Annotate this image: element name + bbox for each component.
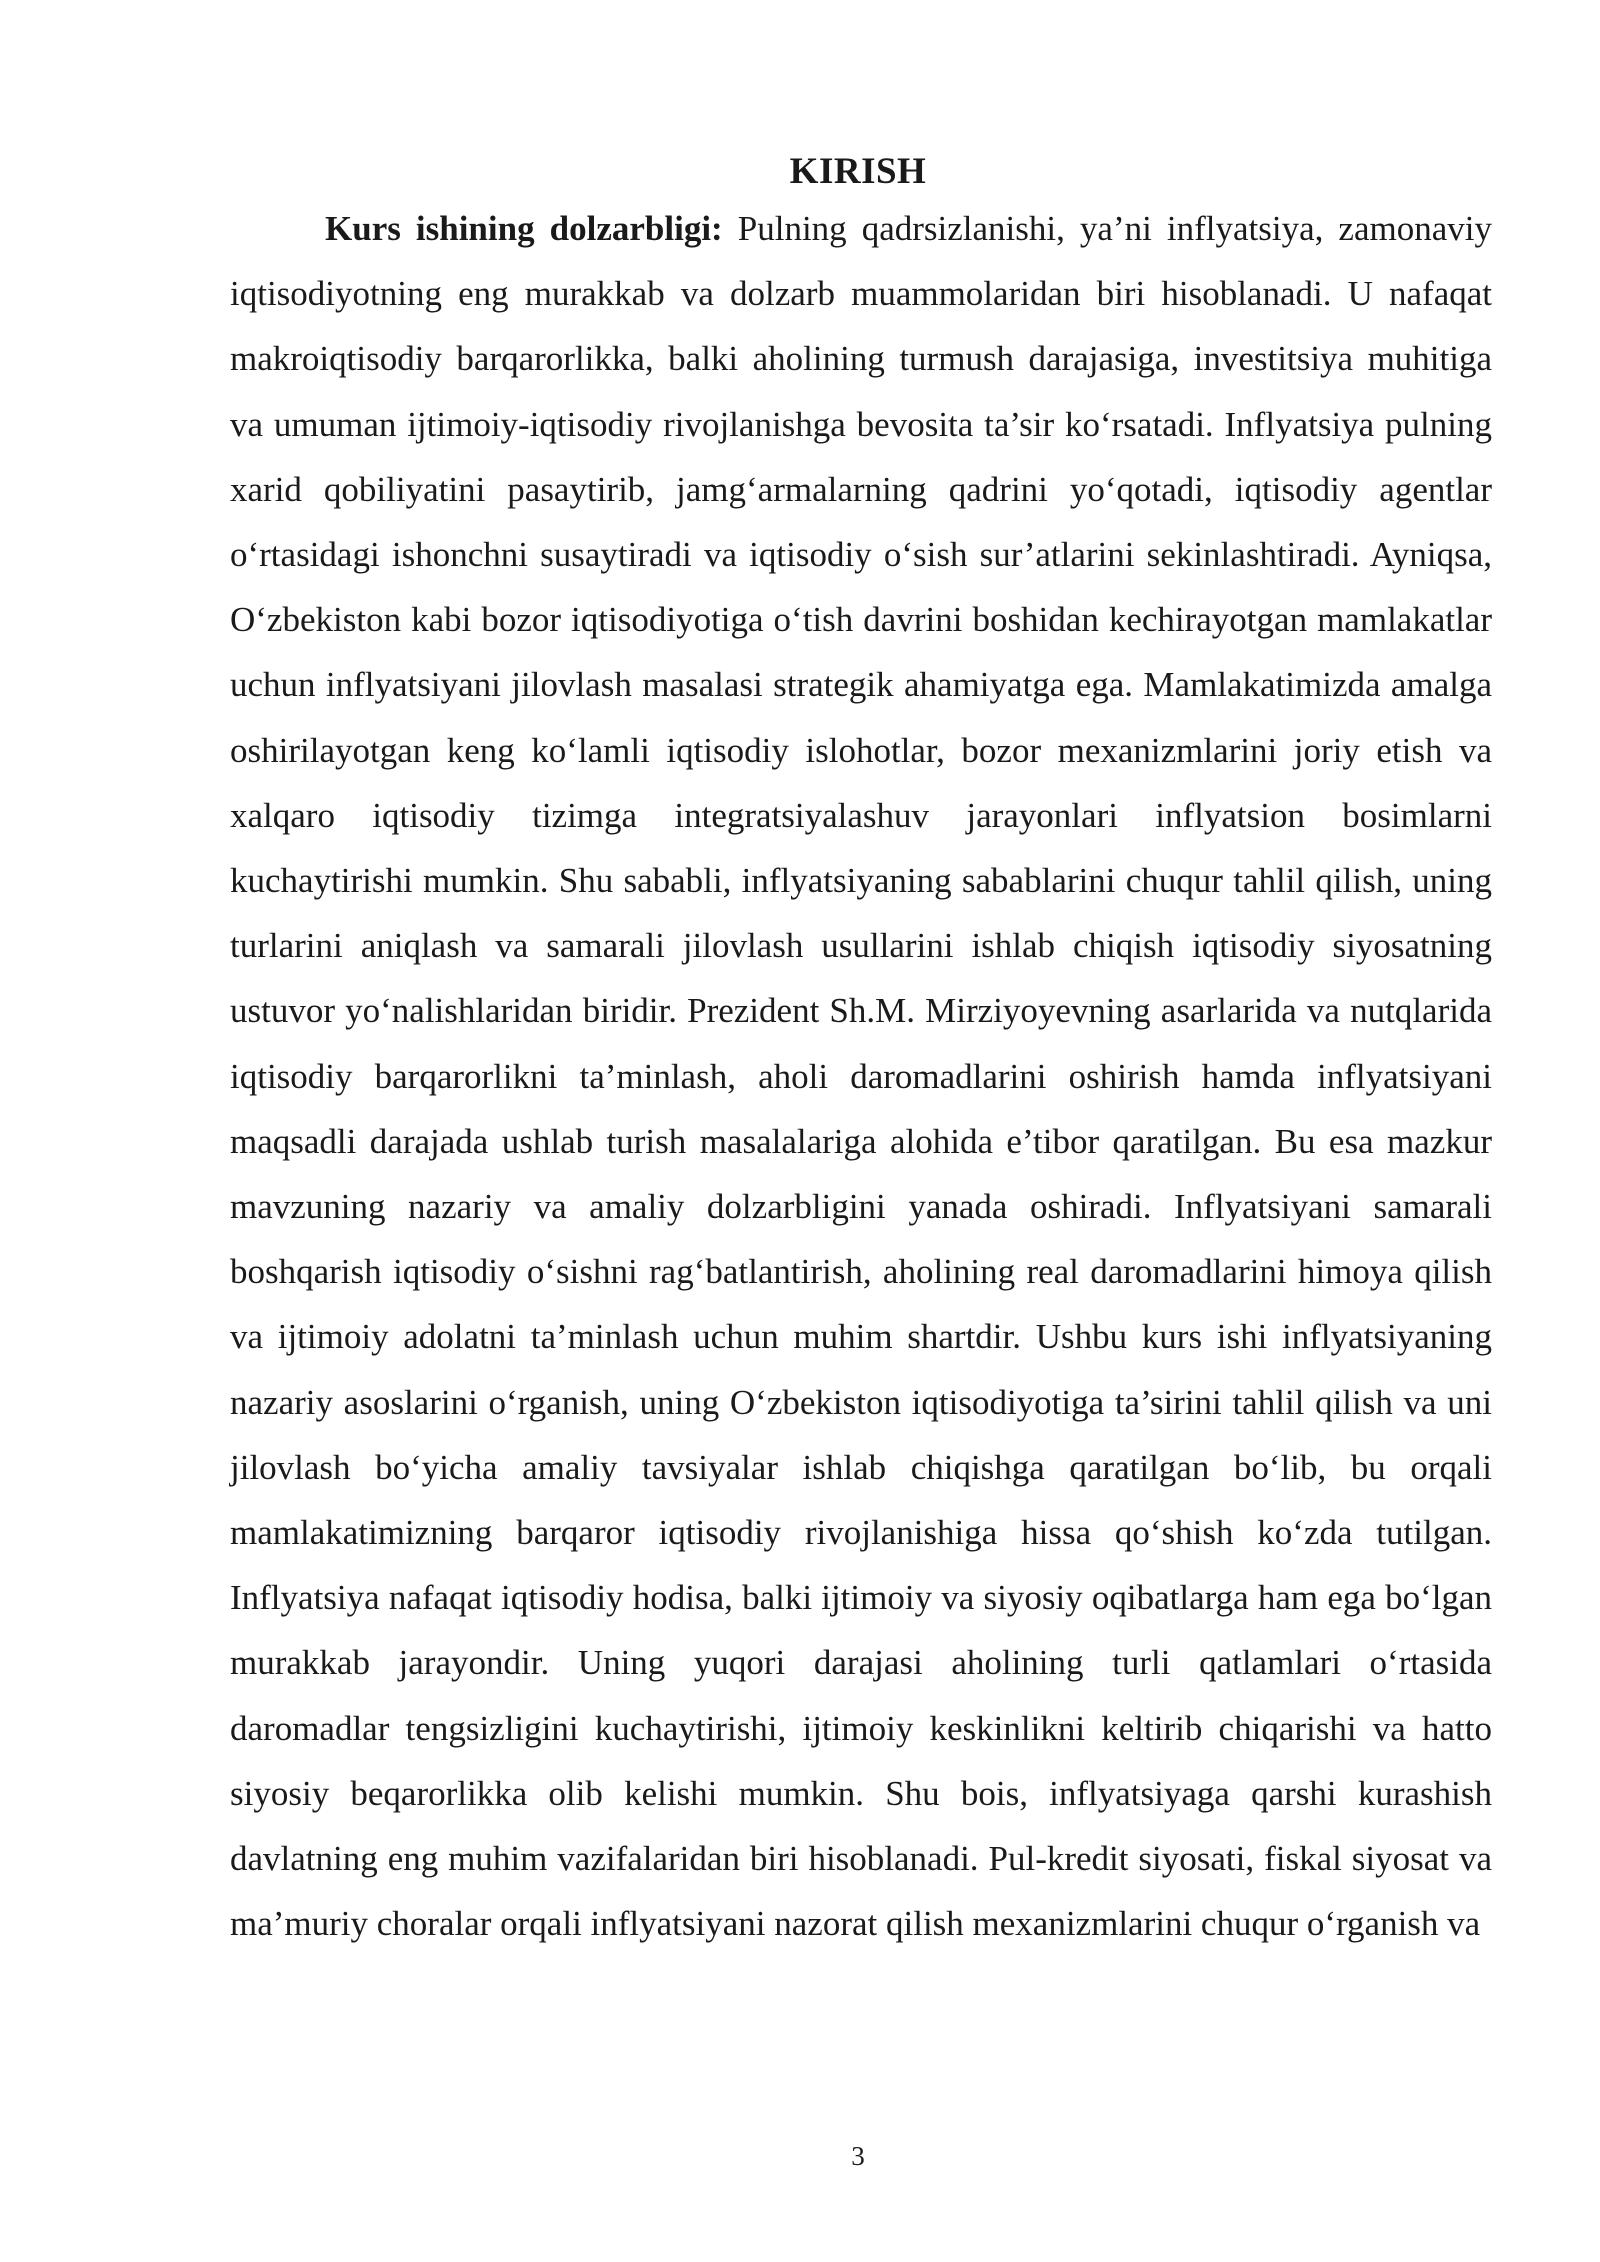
paragraph-lead: Kurs ishining dolzarbligi: xyxy=(325,209,723,248)
body-paragraph xyxy=(230,196,1492,1956)
paragraph-text: Pulning qadrsizlanishi, ya’ni inflyatsiya, zamonaviy iqtisodiyotning eng murakkab va dolzarb muammolaridan biri hisoblanadi. U nafaqat makroiqtisodiy barqarorlikka, balki aholining turmush darajasiga, investitsiya muhitiga va umuman ijtimoiy-iqtisodiy rivojlanishga bevosita ta’sir ko‘rsatadi. Inflyatsiya pulning xarid qobiliyatini pasaytirib, jamg‘armalarning qadrini yo‘qotadi, iqtisodiy agentlar o‘rtasidagi ishonchni susaytiradi va iqtisodiy o‘sish sur’atlarini sekinlashtiradi. Ayniqsa, O‘zbekiston kabi bozor iqtisodiyotiga o‘tish davrini boshidan kechirayotgan mamlakatlar uchun inflyatsiyani jilovlash masalasi strategik ahamiyatga ega. Mamlakatimizda amalga oshirilayotgan keng ko‘lamli iqtisodiy islohotlar, bozor mexanizmlarini joriy etish va xalqaro iqtisodiy tizimga integratsiyalashuv jarayonlari inflyatsion bosimlarni kuchaytirishi mumkin. Shu sababli, inflyatsiyaning sabablarini chuqur tahlil qilish, uning turlarini aniqlash va samarali jilovlash usullarini ishlab chiqish iqtisodiy siyosatning ustuvor yo‘nalishlaridan biridir. Prezident Sh.M. Mirziyoyevning asarlarida va nutqlarida iqtisodiy barqarorlikni ta’minlash, aholi daromadlarini oshirish hamda inflyatsiyani maqsadli darajada ushlab turish masalalariga alohida e’tibor qaratilgan. Bu esa mazkur mavzuning nazariy va amaliy dolzarbligini yanada oshiradi. Inflyatsiyani samarali boshqarish iqtisodiy o‘sishni rag‘batlantirish, aholining real daromadlarini himoya qilish va ijtimoiy adolatni ta’minlash uchun muhim shartdir. Ushbu kurs ishi inflyatsiyaning nazariy asoslarini o‘rganish, uning O‘zbekiston iqtisodiyotiga ta’sirini tahlil qilish va uni jilovlash bo‘yicha amaliy tavsiyalar ishlab chiqishga qaratilgan bo‘lib, bu orqali mamlakatimizning barqaror iqtisodiy rivojlanishiga hissa qo‘shish ko‘zda tutilgan. Inflyatsiya nafaqat iqtisodiy hodisa, balki ijtimoiy va siyosiy oqibatlarga ham ega bo‘lgan murakkab jarayondir. Uning yuqori darajasi aholining turli qatlamlari o‘rtasida daromadlar tengsizligini kuchaytirishi, ijtimoiy keskinlikni keltirib chiqarishi va hatto siyosiy beqarorlikka olib kelishi mumkin. Shu bois, inflyatsiyaga qarshi kurashish davlatning eng muhim vazifalaridan biri hisoblanadi. Pul-kredit siyosati, fiskal siyosat va ma’muriy choralar orqali inflyatsiyani nazorat qilish mexanizmlarini chuqur o‘rganish va xyxy=(230,209,1492,1944)
page-number: 3 xyxy=(851,2141,865,2171)
section-heading: KIRISH xyxy=(789,151,927,192)
